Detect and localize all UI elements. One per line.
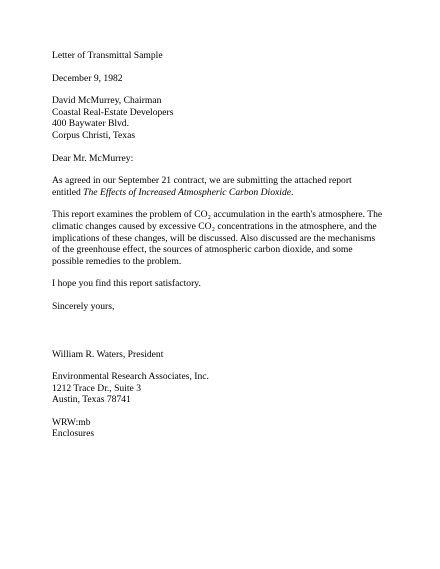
sender-city: Austin, Texas 78741 xyxy=(52,394,131,406)
paragraph-summary-line-2: climatic changes caused by excessive CO₂ concentrations in the atmosphere, and the xyxy=(52,220,377,232)
letter-date xyxy=(52,73,392,85)
paragraph-closing-remark xyxy=(52,278,392,290)
paragraph-intro xyxy=(52,175,392,198)
recipient-company: Coastal Real-Estate Developers xyxy=(52,106,174,118)
paragraph-closing-remark-text: I hope you find this report satisfactory. xyxy=(52,278,201,290)
complimentary-close-text: Sincerely yours, xyxy=(52,300,115,312)
sender-address xyxy=(52,371,392,406)
report-title: The Effects of Increased Atmospheric Carbon Dioxide xyxy=(83,186,292,198)
paragraph-summary-line-3: implications of these changes, will be discussed. Also discussed are the mechanisms xyxy=(52,232,376,244)
paragraph-intro-line-2 xyxy=(52,187,392,199)
signer-name: William R. Waters, President xyxy=(52,348,164,360)
complimentary-close xyxy=(52,301,392,313)
paragraph-summary-line-5: possible remedies to the problem. xyxy=(52,255,182,267)
paragraph-summary-line-4: of the greenhouse effect, the sources of atmospheric carbon dioxide, and some xyxy=(52,244,353,256)
enclosures-notation: Enclosures xyxy=(52,428,95,440)
paragraph-summary xyxy=(52,209,392,267)
recipient-street: 400 Baywater Blvd. xyxy=(52,118,130,130)
paragraph-intro-line-1: As agreed in our September 21 contract, we are submitting the attached report xyxy=(52,175,352,187)
paragraph-intro-suffix: . xyxy=(291,186,294,198)
signer-block xyxy=(52,349,392,361)
salutation xyxy=(52,153,392,165)
sender-company: Environmental Research Associates, Inc. xyxy=(52,371,209,383)
letter-page xyxy=(52,50,392,440)
recipient-name: David McMurrey, Chairman xyxy=(52,95,162,107)
paragraph-summary-line-1: This report examines the problem of CO₂ accumulation in the earth's atmosphere. The xyxy=(52,209,383,221)
letter-date-text: December 9, 1982 xyxy=(52,72,123,84)
letter-heading xyxy=(52,50,392,62)
reference-initials: WRW:mb xyxy=(52,416,91,428)
paragraph-intro-prefix: entitled xyxy=(52,186,84,198)
letter-heading-text: Letter of Transmittal Sample xyxy=(52,50,163,61)
salutation-text: Dear Mr. McMurrey: xyxy=(52,152,134,164)
sender-street: 1212 Trace Dr., Suite 3 xyxy=(52,382,142,394)
recipient-address xyxy=(52,95,392,141)
reference-block xyxy=(52,417,392,440)
recipient-city: Corpus Christi, Texas xyxy=(52,129,136,141)
